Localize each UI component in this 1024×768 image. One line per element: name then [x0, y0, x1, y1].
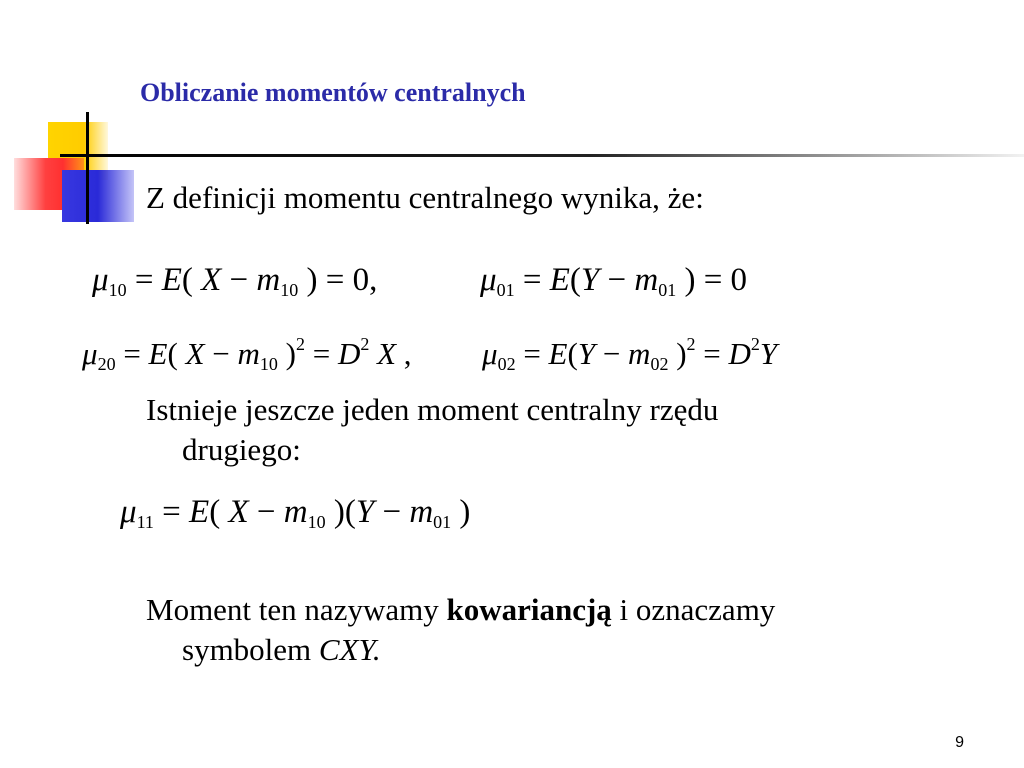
paragraph-line — [146, 630, 976, 670]
decor-vertical-line — [86, 112, 89, 224]
equation-mu01: $\mu_{01} = E(Y - m_{01}$ ) = 0 — [480, 262, 748, 300]
term-covariance: kowariancją — [446, 592, 612, 627]
slide-title: Obliczanie momentów centralnych — [140, 78, 526, 107]
page-number: 9 — [955, 734, 964, 751]
paragraph-line: Istnieje jeszcze jeden moment centralny rzędu — [146, 392, 719, 427]
equation-mu02: $\mu_{02} = E(Y - m_{02}$ )$^2 = D^2Y$ — [482, 334, 778, 374]
text-span: Moment ten nazywamy — [146, 592, 447, 627]
equation-mu20: $\mu_{20} = E$( $X - m_{10}$ )$^2 = D^2$ X , — [82, 334, 412, 374]
paragraph-line — [146, 590, 976, 630]
equation-mu10: $\mu_{10} = E$( $X - m_{10}$ ) = 0, — [92, 262, 378, 300]
paragraph-line: drugiego: — [182, 432, 301, 467]
paragraph-covariance — [146, 590, 976, 670]
paragraph-second-order — [146, 390, 946, 470]
symbol-cxy: CXY. — [318, 632, 381, 667]
paragraph-definition: Z definicji momentu centralnego wynika, że: — [146, 180, 704, 215]
title-underline — [60, 154, 1024, 157]
text-span: i oznaczamy — [611, 592, 776, 627]
equation-mu11: $\mu_{11} = E$( $X - m_{10}$ )($Y - m_{01}$ ) — [120, 494, 471, 532]
text-span: symbolem — [182, 632, 319, 667]
decor-blue-square — [62, 170, 134, 222]
